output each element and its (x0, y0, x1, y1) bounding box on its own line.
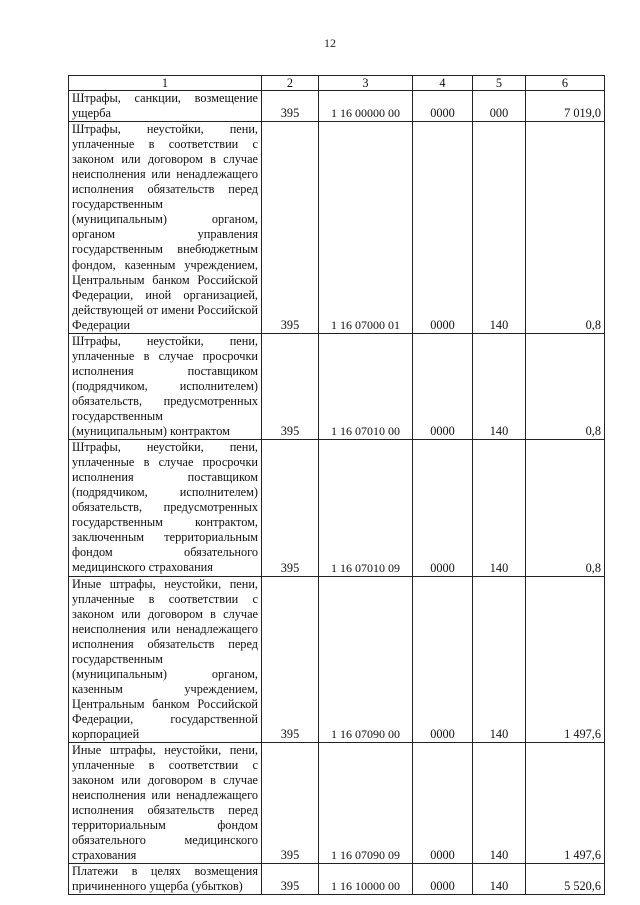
header-col-6: 6 (526, 76, 605, 91)
row-program-code: 0000 (413, 743, 473, 864)
row-description: Штрафы, неустойки, пени, уплаченные в случае просрочки исполнения поставщиком (подрядчиком, исполнителем) обязательств, предусмотренных государственным (муниципальным) контрактом (69, 333, 262, 439)
row-description: Штрафы, неустойки, пени, уплаченные в соответствии с законом или договором в случае неисполнения или ненадлежащего исполнения обязательств перед государственным (муниципальным) органом, органом управления государственным внебюджетным фондом, казенным учреждением, Центральным банком Российской Федерации, иной организацией, действующей от имени Российской Федерации (69, 122, 262, 334)
row-classification-code: 140 (473, 440, 526, 576)
row-description: Иные штрафы, неустойки, пени, уплаченные в соответствии с законом или договором в случае неисполнения или ненадлежащего исполнения обязательств перед территориальным фондом обязательного медицинского страхования (69, 743, 262, 864)
row-classification-code: 140 (473, 743, 526, 864)
row-amount: 0,8 (526, 122, 605, 334)
row-amount: 7 019,0 (526, 91, 605, 122)
row-classification-code: 000 (473, 91, 526, 122)
row-admin-code: 395 (262, 576, 319, 743)
row-amount: 1 497,6 (526, 743, 605, 864)
row-classification-code: 140 (473, 864, 526, 895)
row-program-code: 0000 (413, 864, 473, 895)
row-budget-code: 1 16 07010 09 (319, 440, 413, 576)
row-program-code: 0000 (413, 576, 473, 743)
table-row (69, 743, 605, 864)
row-amount: 0,8 (526, 333, 605, 439)
header-col-4: 4 (413, 76, 473, 91)
table-row (69, 333, 605, 439)
table-header-row (69, 76, 605, 91)
table-row (69, 91, 605, 122)
row-budget-code: 1 16 07000 01 (319, 122, 413, 334)
row-description: Штрафы, неустойки, пени, уплаченные в случае просрочки исполнения поставщиком (подрядчиком, исполнителем) обязательств, предусмотренных государственным контрактом, заключенным территориальным фондом обязательного медицинского страхования (69, 440, 262, 576)
row-amount: 0,8 (526, 440, 605, 576)
row-amount: 5 520,6 (526, 864, 605, 895)
row-admin-code: 395 (262, 743, 319, 864)
page-number: 12 (324, 36, 336, 50)
row-description: Штрафы, санкции, возмещение ущерба (69, 91, 262, 122)
header-col-1: 1 (69, 76, 262, 91)
row-admin-code: 395 (262, 440, 319, 576)
table-row (69, 440, 605, 576)
table-row (69, 122, 605, 334)
row-classification-code: 140 (473, 576, 526, 743)
row-program-code: 0000 (413, 91, 473, 122)
row-description: Иные штрафы, неустойки, пени, уплаченные в соответствии с законом или договором в случае неисполнения или ненадлежащего исполнения обязательств перед государственным (муниципальным) органом, казенным учреждением, Центральным банком Российской Федерации, государственной корпорацией (69, 576, 262, 743)
header-col-2: 2 (262, 76, 319, 91)
budget-table (68, 75, 605, 895)
header-col-3: 3 (319, 76, 413, 91)
row-classification-code: 140 (473, 122, 526, 334)
table-row (69, 576, 605, 743)
row-admin-code: 395 (262, 864, 319, 895)
row-budget-code: 1 16 10000 00 (319, 864, 413, 895)
row-budget-code: 1 16 07090 00 (319, 576, 413, 743)
table-row (69, 864, 605, 895)
row-program-code: 0000 (413, 122, 473, 334)
row-classification-code: 140 (473, 333, 526, 439)
row-admin-code: 395 (262, 91, 319, 122)
row-amount: 1 497,6 (526, 576, 605, 743)
row-program-code: 0000 (413, 333, 473, 439)
row-admin-code: 395 (262, 333, 319, 439)
row-budget-code: 1 16 07010 00 (319, 333, 413, 439)
row-admin-code: 395 (262, 122, 319, 334)
row-budget-code: 1 16 00000 00 (319, 91, 413, 122)
row-description: Платежи в целях возмещения причиненного ущерба (убытков) (69, 864, 262, 895)
row-program-code: 0000 (413, 440, 473, 576)
row-budget-code: 1 16 07090 09 (319, 743, 413, 864)
header-col-5: 5 (473, 76, 526, 91)
